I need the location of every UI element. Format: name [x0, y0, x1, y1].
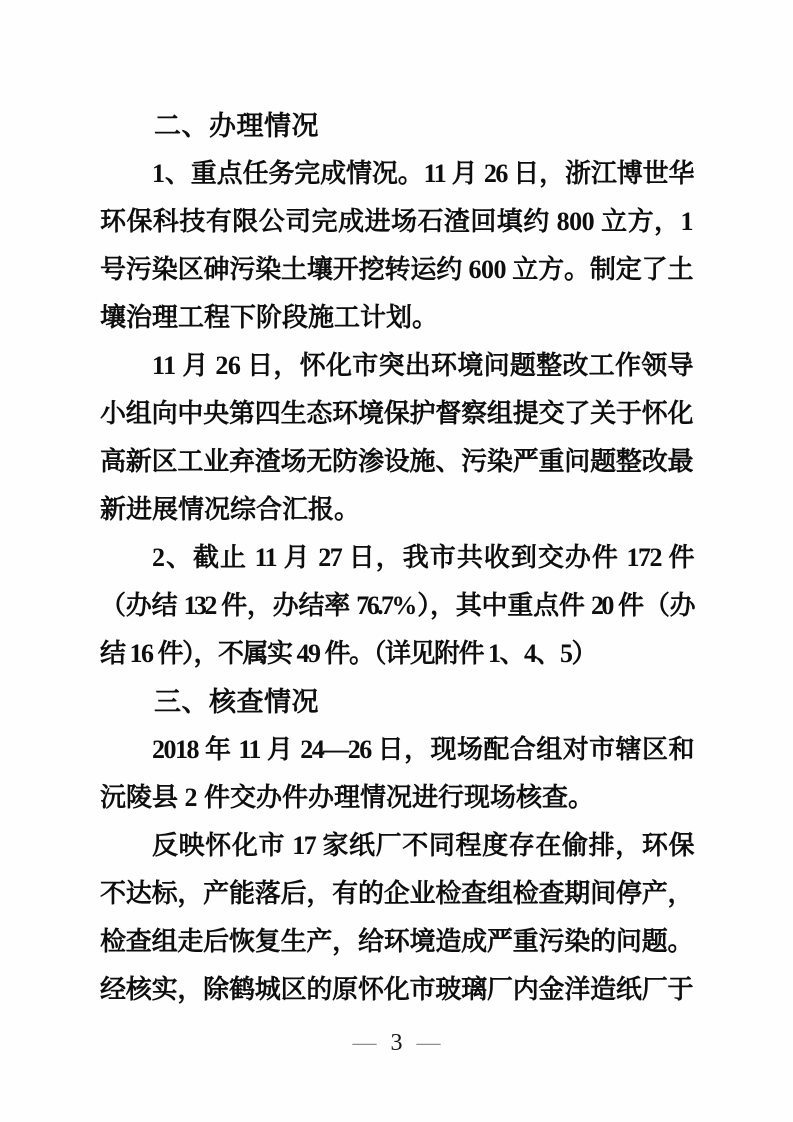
text-line: 1、重点任务完成情况。11 月 26 日，浙江博世华: [152, 159, 693, 188]
section-heading-2: 二、办理情况: [154, 111, 319, 141]
page-footer: [0, 1026, 793, 1060]
page-number: 3: [390, 1030, 403, 1056]
footer-dash-right: —: [416, 1030, 441, 1056]
footer-dash-left: —: [352, 1030, 377, 1056]
text-line: （办结 132 件，办结率 76.7%），其中重点件 20 件（办: [100, 591, 693, 620]
text-line: 号污染区砷污染土壤开挖转运约 600 立方。制定了土: [100, 255, 693, 284]
text-line: 结 16 件），不属实 49 件。（详见附件 1、4、5）: [100, 639, 597, 668]
text-line: 不达标，产能落后，有的企业检查组检查期间停产，: [100, 879, 693, 908]
text-line: 反映怀化市 17 家纸厂不同程度存在偷排，环保: [152, 831, 693, 860]
text-line: 壤治理工程下阶段施工计划。: [100, 303, 439, 332]
section-heading-3: 三、核查情况: [154, 687, 319, 717]
text-line: 新进展情况综合汇报。: [100, 495, 361, 524]
text-line: 2018 年 11 月 24—26 日，现场配合组对市辖区和: [152, 735, 693, 764]
text-line: 2、截止 11 月 27 日，我市共收到交办件 172 件: [152, 543, 693, 572]
text-line: 小组向中央第四生态环境保护督察组提交了关于怀化: [100, 399, 693, 428]
text-line: 经核实，除鹤城区的原怀化市玻璃厂内金洋造纸厂于: [100, 975, 693, 1004]
text-line: 高新区工业弃渣场无防渗设施、污染严重问题整改最: [100, 447, 693, 476]
document-body: [100, 102, 693, 1014]
text-line: 11 月 26 日，怀化市突出环境问题整改工作领导: [152, 351, 693, 380]
text-line: 沅陵县 2 件交办件办理情况进行现场核查。: [100, 783, 595, 812]
text-line: 环保科技有限公司完成进场石渣回填约 800 立方，1: [100, 207, 693, 236]
text-line: 检查组走后恢复生产，给环境造成严重污染的问题。: [100, 927, 693, 956]
